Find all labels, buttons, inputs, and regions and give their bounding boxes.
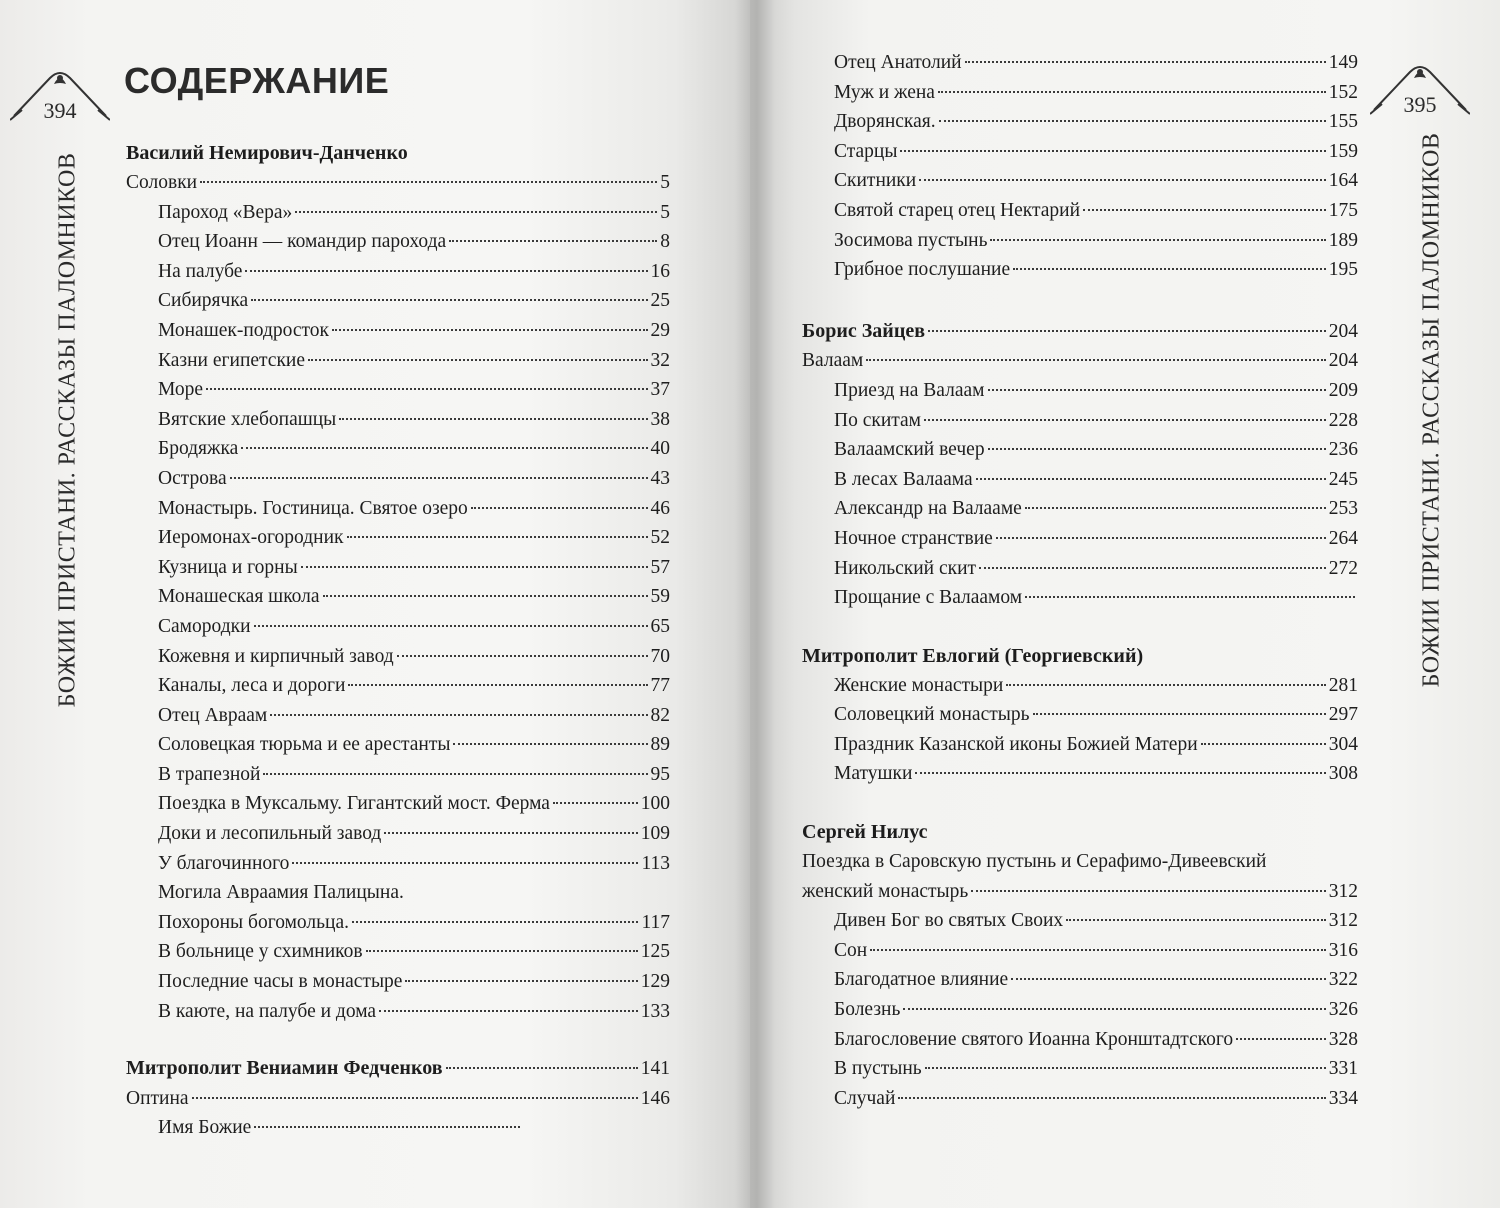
toc-entry-title: Соловецкий монастырь	[834, 704, 1030, 726]
toc-entry-title: Вятские хлебопашцы	[158, 408, 337, 430]
toc-entry-page: 175	[1328, 199, 1358, 221]
toc-entry-page: 77	[650, 675, 670, 697]
dot-leader	[939, 120, 1326, 122]
dot-leader	[241, 447, 647, 449]
dot-leader	[1025, 596, 1355, 598]
toc-entry[interactable]	[802, 166, 1358, 196]
toc-entry-page: 100	[640, 793, 670, 815]
toc-entry-title: Ночное странствие	[834, 527, 993, 549]
toc-entry-page: 149	[1328, 52, 1358, 73]
dot-leader	[971, 890, 1325, 892]
toc-entry-page: 40	[650, 438, 670, 460]
toc-entry-title: Каналы, леса и дороги	[158, 675, 346, 697]
toc-entry[interactable]	[802, 965, 1358, 995]
dot-leader	[405, 980, 637, 982]
toc-entry-title: Дворянская.	[834, 111, 936, 133]
dot-leader	[348, 684, 647, 686]
toc-entry[interactable]	[802, 877, 1358, 907]
toc-entry-page: 52	[650, 527, 670, 549]
toc-entry[interactable]	[126, 494, 670, 524]
toc-entry-title: Монашек-подросток	[158, 319, 330, 341]
toc-entry[interactable]	[802, 107, 1358, 137]
toc-entry-page: 195	[1328, 259, 1358, 281]
author-heading: Митрополит Вениамин Федченков	[126, 1057, 443, 1080]
toc-entry-title: На палубе	[158, 260, 243, 282]
dot-leader	[1006, 684, 1325, 686]
dot-leader	[471, 507, 648, 509]
toc-entry-title: Никольский скит	[834, 557, 977, 579]
toc-entry[interactable]	[802, 759, 1358, 789]
toc-entry-page: 125	[640, 941, 670, 963]
dot-leader	[352, 921, 638, 923]
toc-entry[interactable]	[126, 789, 670, 819]
toc-entry[interactable]	[802, 48, 1358, 78]
toc-entry[interactable]	[126, 375, 670, 405]
toc-entry-page: 109	[640, 823, 670, 845]
dot-leader	[397, 655, 648, 657]
dot-leader	[1033, 713, 1326, 715]
toc-entry[interactable]	[126, 168, 670, 198]
toc-entry-page: 57	[650, 556, 670, 578]
toc-entry-page: 304	[1328, 733, 1358, 755]
toc-column-left	[126, 138, 670, 1143]
toc-entry-page: 308	[1328, 763, 1358, 785]
dot-leader	[990, 239, 1325, 241]
toc-entry-page: 152	[1328, 81, 1358, 103]
toc-entry-page: 204	[1328, 320, 1358, 342]
dot-leader	[449, 240, 657, 242]
toc-entry-title: Муж и жена	[834, 81, 935, 103]
toc-entry-title: Кузница и горны	[158, 556, 298, 578]
toc-entry-page: 322	[1328, 969, 1358, 991]
header-ornament-left	[10, 64, 110, 124]
author-heading: Борис Зайцев	[802, 319, 926, 342]
toc-entry-title: В пустынь	[834, 1058, 922, 1080]
toc-entry[interactable]	[802, 906, 1358, 936]
dot-leader	[270, 714, 647, 716]
toc-entry[interactable]	[126, 730, 670, 760]
toc-entry-page: 264	[1328, 527, 1358, 549]
page-number-left: 394	[43, 98, 77, 123]
author-heading: Сергей Нилус	[802, 821, 928, 844]
toc-entry[interactable]	[802, 524, 1358, 554]
toc-entry[interactable]	[802, 376, 1358, 406]
dot-leader	[938, 91, 1326, 93]
toc-entry-page: 113	[641, 852, 670, 874]
toc-entry[interactable]	[126, 286, 670, 316]
dot-leader	[925, 1067, 1326, 1069]
toc-entry-page: 32	[650, 349, 670, 371]
dot-leader	[924, 419, 1326, 421]
toc-entry-page: 43	[650, 467, 670, 489]
toc-entry-page: 155	[1328, 111, 1358, 133]
toc-entry-continued-line[interactable]: Могила Авраамия Палицына.	[158, 882, 404, 904]
dot-leader	[1201, 743, 1326, 745]
toc-entry-page: 331	[1328, 1058, 1358, 1080]
toc-entry-title: Похороны богомольца.	[158, 911, 350, 933]
dot-leader	[446, 1067, 638, 1069]
toc-entry[interactable]	[126, 257, 670, 287]
toc-entry-page: 129	[640, 971, 670, 993]
toc-entry[interactable]	[126, 198, 670, 228]
toc-entry-title: Болезнь	[834, 999, 901, 1021]
toc-entry-page: 95	[650, 763, 670, 785]
toc-entry-title: Пароход «Вера»	[158, 201, 293, 223]
toc-entry[interactable]	[802, 465, 1358, 495]
dot-leader	[976, 478, 1326, 480]
toc-entry-title: Доки и лесопильный завод	[158, 823, 382, 845]
toc-entry[interactable]	[126, 346, 670, 376]
toc-entry-page: 117	[641, 911, 670, 933]
toc-entry[interactable]	[126, 405, 670, 435]
toc-entry[interactable]	[802, 406, 1358, 436]
toc-entry-page: 59	[650, 586, 670, 608]
toc-entry[interactable]	[126, 227, 670, 257]
dot-leader	[308, 359, 647, 361]
toc-entry-title: Зосимова пустынь	[834, 229, 988, 251]
toc-entry[interactable]	[802, 226, 1358, 256]
running-head-left: БОЖИИ ПРИСТАНИ. РАССКАЗЫ ПАЛОМНИКОВ	[54, 152, 81, 708]
toc-entry-title: По скитам	[834, 409, 922, 431]
toc-entry[interactable]	[802, 196, 1358, 226]
dot-leader	[332, 329, 647, 331]
toc-entry-page: 209	[1328, 379, 1358, 401]
toc-entry-page: 297	[1328, 704, 1358, 726]
toc-entry-title: Праздник Казанской иконы Божией Матери	[834, 733, 1198, 755]
toc-entry-title: Валаам	[802, 350, 864, 372]
toc-entry-title: Монастырь. Гостиница. Святое озеро	[158, 497, 468, 519]
toc-entry-page: 189	[1328, 229, 1358, 251]
toc-entry-title: Женские монастыри	[834, 674, 1004, 696]
toc-entry-page: 141	[640, 1058, 670, 1080]
toc-entry-title: Кожевня и кирпичный завод	[158, 645, 394, 667]
dot-leader	[301, 566, 648, 568]
dot-leader	[919, 179, 1326, 181]
dot-leader	[988, 448, 1326, 450]
toc-entry-page: 326	[1328, 999, 1358, 1021]
toc-entry-page: 70	[650, 645, 670, 667]
toc-entry-title: Приезд на Валаам	[834, 379, 985, 401]
toc-entry[interactable]	[802, 494, 1358, 524]
dot-leader	[251, 299, 647, 301]
dot-leader	[295, 211, 657, 213]
toc-entry-page: 281	[1328, 674, 1358, 696]
dot-leader	[1083, 209, 1326, 211]
toc-entry-title: Старцы	[834, 140, 898, 162]
toc-entry-page: 272	[1328, 557, 1358, 579]
toc-entry[interactable]	[126, 819, 670, 849]
dot-leader	[900, 150, 1325, 152]
dot-leader	[347, 536, 648, 538]
toc-entry-page: 312	[1328, 910, 1358, 932]
toc-entry-title: Отец Иоанн — командир парохода	[158, 231, 447, 253]
toc-entry[interactable]	[126, 523, 670, 553]
toc-entry-page: 5	[660, 172, 670, 193]
toc-entry[interactable]	[126, 1084, 670, 1114]
dot-leader	[903, 1008, 1325, 1010]
dot-leader	[988, 389, 1326, 391]
toc-entry-page: 46	[650, 497, 670, 519]
toc-entry-page: 8	[660, 231, 670, 253]
dot-leader	[553, 802, 638, 804]
dot-leader	[379, 1010, 638, 1012]
toc-entry[interactable]	[802, 1025, 1358, 1055]
toc-entry-page: 228	[1328, 409, 1358, 431]
dot-leader	[1025, 507, 1326, 509]
dot-leader	[292, 862, 638, 864]
toc-entry-page: 316	[1328, 939, 1358, 961]
toc-entry-title: Грибное послушание	[834, 259, 1011, 281]
toc-entry-page: 159	[1328, 140, 1358, 162]
header-ornament-right	[1370, 58, 1470, 118]
dot-leader	[323, 595, 648, 597]
toc-entry-page: 204	[1328, 350, 1358, 372]
toc-entry[interactable]	[802, 255, 1358, 285]
dot-leader	[915, 772, 1325, 774]
dot-leader	[339, 418, 647, 420]
toc-entry-title: Дивен Бог во святых Своих	[834, 910, 1064, 932]
toc-entry[interactable]	[126, 316, 670, 346]
dot-leader	[206, 388, 647, 390]
toc-entry-title: Море	[158, 379, 204, 401]
dot-leader	[1011, 978, 1326, 980]
toc-entry-title: Монашеская школа	[158, 586, 320, 608]
toc-entry[interactable]	[126, 642, 670, 672]
toc-entry[interactable]	[802, 346, 1358, 376]
toc-entry[interactable]	[802, 700, 1358, 730]
toc-entry-page: 37	[650, 379, 670, 401]
dot-leader	[928, 330, 1326, 332]
toc-entry-title: Поездка в Муксальму. Гигантский мост. Ферма	[158, 793, 550, 815]
toc-entry-title: Отец Авраам	[158, 704, 268, 726]
toc-entry[interactable]	[126, 464, 670, 494]
toc-entry-title: Сон	[834, 939, 868, 961]
dot-leader	[192, 1097, 638, 1099]
toc-entry-title: Бродяжка	[158, 438, 239, 460]
toc-entry-title: Прощание с Валаамом	[834, 587, 1023, 609]
toc-entry[interactable]	[126, 908, 670, 938]
toc-entry-page: 245	[1328, 468, 1358, 490]
toc-entry[interactable]	[126, 612, 670, 642]
toc-entry-title: Матушки	[834, 763, 913, 785]
dot-leader	[898, 1097, 1325, 1099]
toc-entry-page: 38	[650, 408, 670, 430]
toc-entry[interactable]	[126, 553, 670, 583]
toc-entry-title: Острова	[158, 467, 227, 489]
toc-entry[interactable]	[126, 937, 670, 967]
toc-entry[interactable]	[126, 582, 670, 612]
toc-entry-title: В каюте, на палубе и дома	[158, 1000, 377, 1022]
dot-leader	[979, 567, 1326, 569]
toc-entry-title: Александр на Валааме	[834, 498, 1022, 520]
toc-entry-title: В больнице у схимников	[158, 941, 363, 963]
toc-entry[interactable]	[802, 671, 1358, 701]
author-entry[interactable]	[126, 1054, 670, 1084]
author-heading: Митрополит Евлогий (Георгиевский)	[802, 644, 1144, 667]
dot-leader	[254, 1126, 520, 1128]
toc-entry-title: Оптина	[126, 1087, 189, 1109]
toc-entry-page: 16	[650, 260, 670, 282]
dot-leader	[866, 359, 1326, 361]
toc-entry[interactable]	[802, 936, 1358, 966]
toc-entry-page: 334	[1328, 1087, 1358, 1109]
toc-entry-page: 133	[640, 1000, 670, 1022]
toc-entry-page: 328	[1328, 1028, 1358, 1050]
toc-entry-page: 25	[650, 290, 670, 312]
toc-entry-title: Скитники	[834, 170, 917, 192]
toc-entry-page: 236	[1328, 439, 1358, 461]
dot-leader	[384, 832, 637, 834]
toc-entry[interactable]	[802, 554, 1358, 584]
dot-leader	[254, 625, 648, 627]
toc-entry-page: 253	[1328, 498, 1358, 520]
toc-entry-title: Имя Божие	[158, 1117, 252, 1139]
toc-entry[interactable]	[802, 583, 1358, 613]
author-entry[interactable]	[802, 317, 1358, 347]
toc-entry-title: Благодатное влияние	[834, 969, 1009, 991]
toc-entry-page: 29	[650, 319, 670, 341]
dot-leader	[366, 950, 638, 952]
toc-entry-title: Иеромонах-огородник	[158, 527, 344, 549]
running-head-right: БОЖИИ ПРИСТАНИ. РАССКАЗЫ ПАЛОМНИКОВ	[1418, 132, 1445, 688]
toc-entry-page: 89	[650, 734, 670, 756]
dot-leader	[245, 270, 647, 272]
toc-entry-continued-line[interactable]: Поездка в Саровскую пустынь и Серафимо-Дивеевский	[802, 851, 1267, 873]
toc-entry[interactable]	[126, 849, 670, 879]
dot-leader	[1236, 1038, 1326, 1040]
page-title: СОДЕРЖАНИЕ	[124, 60, 390, 101]
toc-entry[interactable]	[802, 435, 1358, 465]
toc-entry[interactable]	[126, 997, 670, 1027]
toc-entry-page: 65	[650, 615, 670, 637]
toc-entry[interactable]	[126, 760, 670, 790]
toc-entry-title: В лесах Валаама	[834, 468, 973, 490]
toc-entry-title: Соловки	[126, 172, 198, 193]
toc-entry[interactable]	[802, 730, 1358, 760]
toc-entry[interactable]	[126, 701, 670, 731]
toc-entry[interactable]	[802, 1054, 1358, 1084]
toc-entry-page: 146	[640, 1087, 670, 1109]
toc-entry[interactable]	[802, 1084, 1358, 1114]
toc-entry-title: Случай	[834, 1087, 896, 1109]
page-number-right: 395	[1403, 92, 1437, 117]
toc-entry-title: В трапезной	[158, 763, 261, 785]
toc-entry-title: Последние часы в монастыре	[158, 971, 403, 993]
dot-leader	[200, 181, 657, 183]
toc-entry-title: Самородки	[158, 615, 251, 637]
dot-leader	[230, 477, 648, 479]
toc-entry-title: женский монастырь	[802, 880, 969, 902]
toc-entry[interactable]	[126, 967, 670, 997]
toc-entry[interactable]	[802, 78, 1358, 108]
dot-leader	[996, 537, 1326, 539]
toc-entry-page: 164	[1328, 170, 1358, 192]
toc-entry-page: 5	[660, 201, 670, 223]
toc-entry-title: Благословение святого Иоанна Кронштадтского	[834, 1028, 1234, 1050]
toc-entry-title: Соловецкая тюрьма и ее арестанты	[158, 734, 451, 756]
dot-leader	[1066, 919, 1326, 921]
dot-leader	[263, 773, 647, 775]
toc-entry-title: У благочинного	[158, 852, 290, 874]
toc-entry[interactable]	[802, 137, 1358, 167]
book-spine-shadow	[735, 0, 775, 1208]
toc-column-right	[802, 48, 1358, 1113]
dot-leader	[453, 743, 647, 745]
toc-entry[interactable]	[126, 671, 670, 701]
dot-leader	[870, 949, 1326, 951]
toc-entry-page: 312	[1328, 880, 1358, 902]
toc-entry[interactable]	[802, 995, 1358, 1025]
toc-entry[interactable]	[126, 434, 670, 464]
toc-entry-title: Отец Анатолий	[834, 52, 962, 73]
author-heading: Василий Немирович-Данченко	[126, 142, 408, 164]
toc-entry[interactable]	[126, 1113, 670, 1143]
toc-entry-title: Валаамский вечер	[834, 439, 985, 461]
toc-entry-page: 82	[650, 704, 670, 726]
toc-entry-title: Святой старец отец Нектарий	[834, 199, 1081, 221]
toc-entry-title: Сибирячка	[158, 290, 249, 312]
dot-leader	[965, 61, 1326, 63]
toc-entry-title: Казни египетские	[158, 349, 306, 371]
dot-leader	[1013, 268, 1326, 270]
